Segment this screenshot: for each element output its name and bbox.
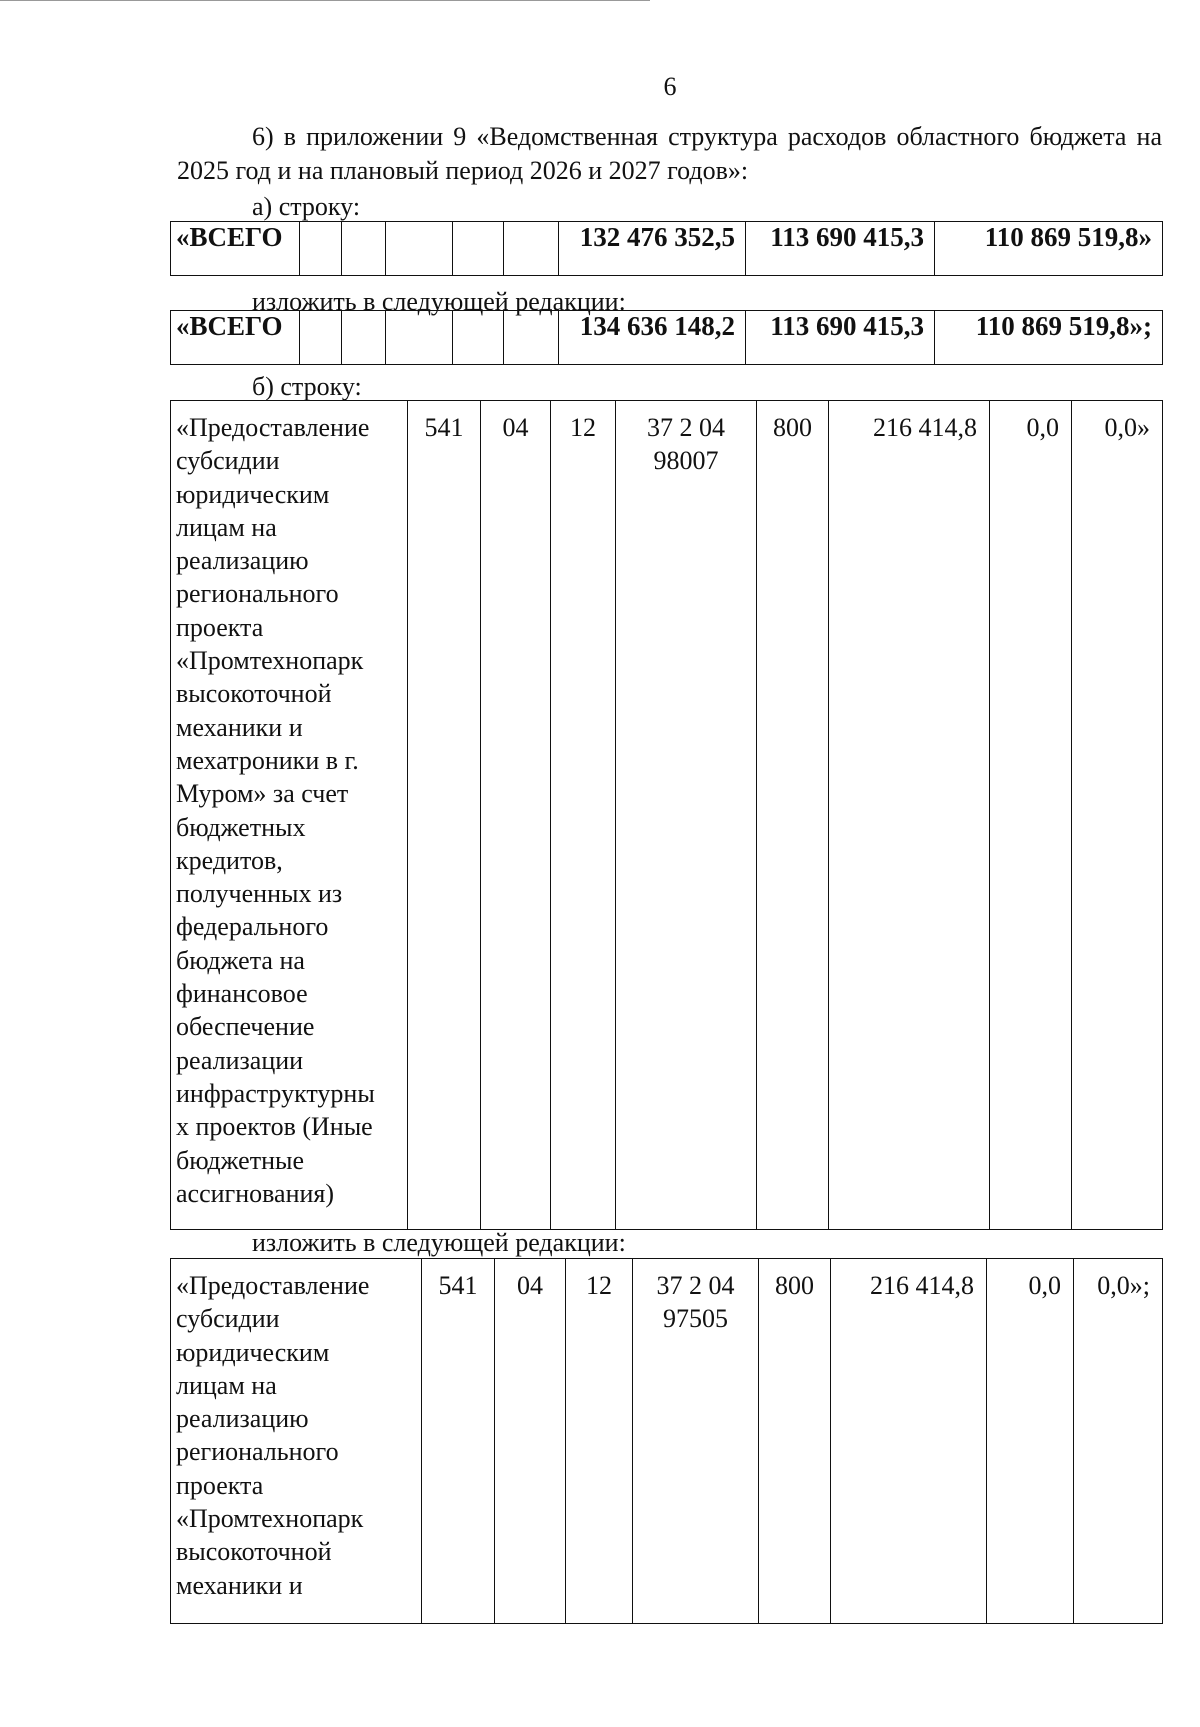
- subsection-code: 12: [551, 401, 616, 1230]
- name-line: субсидии: [176, 446, 280, 476]
- empty-cell: [342, 311, 386, 365]
- target-article-code: [616, 401, 757, 1230]
- empty-cell: [342, 222, 386, 276]
- total-2027: 110 869 519,8»: [935, 222, 1163, 276]
- name-line: полученных из: [176, 879, 343, 909]
- name-line: проекта: [176, 1470, 264, 1500]
- name-line: бюджетные: [176, 1145, 305, 1175]
- name-line: реализации: [176, 1045, 304, 1075]
- expense-row-new-table: [170, 1258, 1163, 1624]
- intro-line-1: 6) в приложении 9 «Ведомственная структура расходов областного: [252, 122, 1020, 151]
- name-line: лицам на: [176, 512, 277, 542]
- expense-row-old-table: [170, 400, 1163, 1230]
- name-line: мехатроники в г.: [176, 745, 359, 775]
- name-line: «Предоставление: [176, 1271, 370, 1300]
- name-line: «Промтехнопарк: [176, 1504, 364, 1534]
- empty-cell: [386, 311, 453, 365]
- expense-row-old: [171, 401, 1163, 1230]
- empty-cell: [386, 222, 453, 276]
- target-article-line-2: 97505: [663, 1304, 728, 1334]
- name-line: лицам на: [176, 1370, 277, 1400]
- name-line: юридическим: [176, 479, 330, 509]
- total-2026: 113 690 415,3: [746, 222, 935, 276]
- total-2027: 110 869 519,8»;: [935, 311, 1163, 365]
- name-line: механики и: [176, 712, 303, 742]
- total-2025: 134 636 148,2: [559, 311, 746, 365]
- expense-type-code: 800: [757, 401, 829, 1230]
- empty-cell: [300, 311, 342, 365]
- expense-row-new: [171, 1259, 1163, 1624]
- amount-2025: 216 414,8: [831, 1259, 987, 1624]
- total-label: «ВСЕГО: [171, 222, 300, 276]
- name-line: регионального: [176, 579, 339, 609]
- name-line: х проектов (Иные: [176, 1112, 373, 1142]
- top-rule: [0, 0, 650, 1]
- name-line: реализацию: [176, 546, 309, 576]
- replace-label-1: изложить в следующей редакции:: [252, 287, 626, 316]
- ministry-code: 541: [408, 401, 481, 1230]
- name-line: механики и: [176, 1570, 303, 1600]
- name-line: бюджета на: [176, 945, 305, 975]
- empty-cell: [504, 311, 559, 365]
- amount-2027: 0,0»: [1072, 401, 1163, 1230]
- total-label: «ВСЕГО: [171, 311, 300, 365]
- amount-2027: 0,0»;: [1074, 1259, 1163, 1624]
- target-article-line-2: 98007: [653, 446, 719, 476]
- name-line: высокоточной: [176, 679, 332, 709]
- target-article-line-1: 37 2 04: [647, 413, 725, 442]
- section-code: 04: [495, 1259, 566, 1624]
- empty-cell: [453, 311, 504, 365]
- name-line: бюджетных: [176, 812, 306, 842]
- name-line: кредитов,: [176, 845, 283, 875]
- total-row-new: [171, 311, 1163, 365]
- name-line: «Предоставление: [176, 413, 370, 442]
- name-line: проекта: [176, 612, 264, 642]
- name-line: федерального: [176, 912, 329, 942]
- page-number: 6: [663, 72, 677, 101]
- name-line: обеспечение: [176, 1012, 315, 1042]
- section-code: 04: [481, 401, 551, 1230]
- target-article-code: [633, 1259, 759, 1624]
- amount-2026: 0,0: [987, 1259, 1074, 1624]
- name-line: реализацию: [176, 1404, 309, 1434]
- name-line: Муром» за счет: [176, 779, 349, 809]
- replace-label-2: изложить в следующей редакции:: [252, 1228, 626, 1257]
- amount-2026: 0,0: [990, 401, 1072, 1230]
- expense-type-code: 800: [759, 1259, 831, 1624]
- name-line: юридическим: [176, 1337, 330, 1367]
- empty-cell: [453, 222, 504, 276]
- expense-name-cell: [171, 401, 408, 1230]
- label-a: а) строку:: [252, 192, 361, 221]
- name-line: «Промтехнопарк: [176, 646, 364, 676]
- total-row-old: [171, 222, 1163, 276]
- name-line: регионального: [176, 1437, 339, 1467]
- empty-cell: [300, 222, 342, 276]
- total-2025: 132 476 352,5: [559, 222, 746, 276]
- ministry-code: 541: [422, 1259, 495, 1624]
- amount-2025: 216 414,8: [829, 401, 990, 1230]
- subsection-code: 12: [566, 1259, 633, 1624]
- intro-paragraph: [177, 120, 1162, 188]
- name-line: финансовое: [176, 979, 308, 1009]
- intro-line-2: бюджета на 2025 год и на плановый период 2026 и 2027 годов»:: [177, 122, 1162, 185]
- expense-name-cell: [171, 1259, 422, 1624]
- label-b: б) строку:: [252, 372, 362, 401]
- total-2026: 113 690 415,3: [746, 311, 935, 365]
- name-line: инфраструктурны: [176, 1078, 375, 1108]
- empty-cell: [504, 222, 559, 276]
- name-line: ассигнования): [176, 1178, 335, 1208]
- total-row-old-table: [170, 221, 1163, 276]
- target-article-line-1: 37 2 04: [656, 1271, 735, 1300]
- name-line: субсидии: [176, 1304, 280, 1334]
- name-line: высокоточной: [176, 1537, 332, 1567]
- total-row-new-table: [170, 310, 1163, 365]
